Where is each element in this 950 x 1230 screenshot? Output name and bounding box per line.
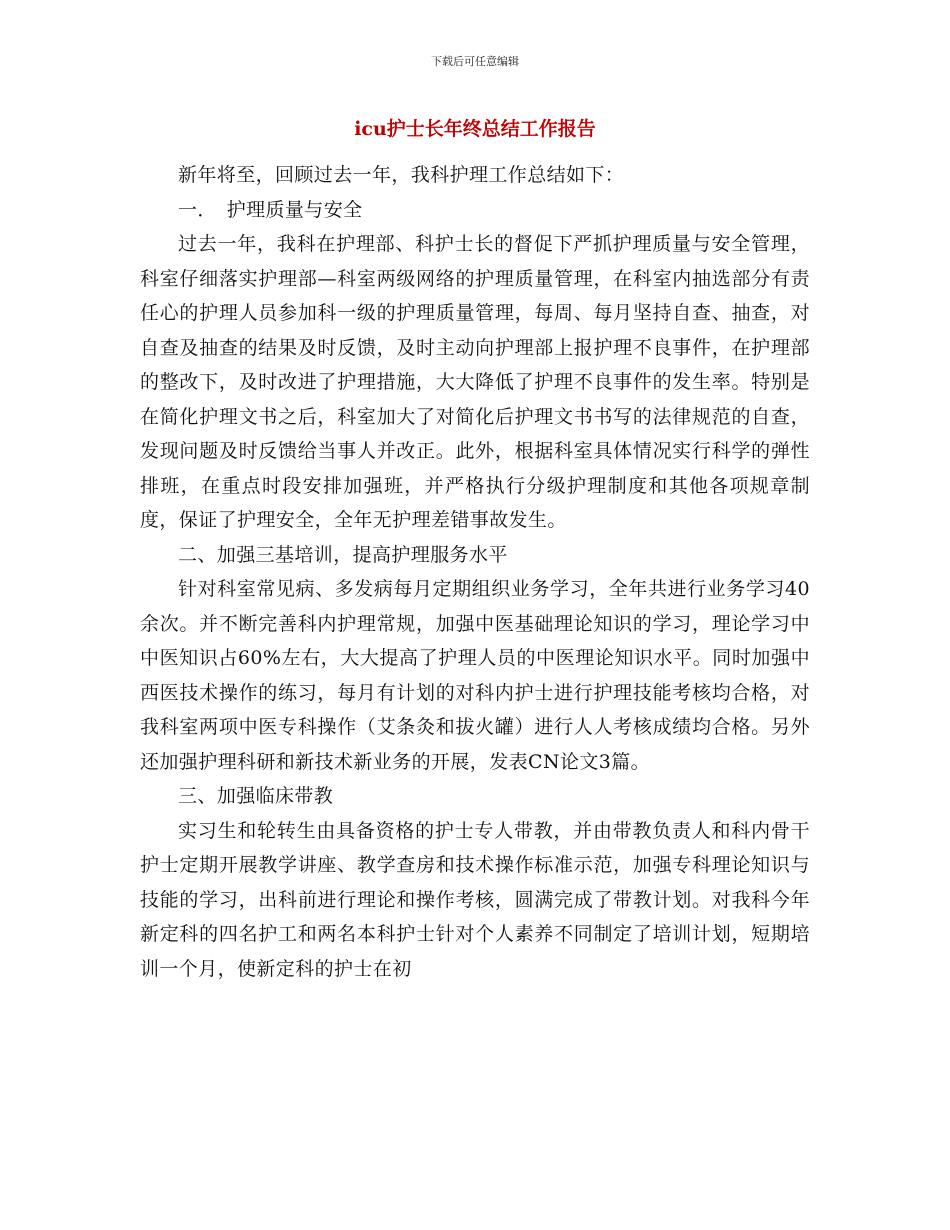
section-heading-2: 二、加强三基培训，提高护理服务水平 — [178, 543, 508, 566]
header-note: 下载后可任意编辑 — [431, 55, 519, 68]
document-title: icu护士长年终总结工作报告 — [354, 118, 596, 140]
intro-paragraph: 新年将至，回顾过去一年，我科护理工作总结如下： — [178, 164, 625, 186]
section-paragraph-1: 过去一年，我科在护理部、科护士长的督促下严抓护理质量与安全管理，科室仔细落实护理部—科室两级网络的护理质量管理，在科室内抽选部分有责任心的护理人员参加科一级的护理质量管理，每周、每月坚持自查、抽查，对自查及抽查的结果及时反馈，及时主动向护理部上报护理不良事件，在护理部的整改下，及时改进了护理措施，大大降低了护理不良事件的发生率。特别是在简化护理文书之后，科室加大了对简化后护理文书书写的法律规范的自查，发现问题及时反馈给当事人并改正。此外，根据科室具体情况实行科学的弹性排班，在重点时段安排加强班，并严格执行分级护理制度和其他各项规章制度，保证了护理安全，全年无护理差错事故发生。 — [140, 233, 810, 531]
section-heading-3: 三、加强临床带教 — [178, 785, 334, 807]
section-paragraph-2: 针对科室常见病、多发病每月定期组织业务学习，全年共进行业务学习40余次。并不断完善科内护理常规，加强中医基础理论知识的学习，理论学习中中医知识占60%左右，大大提高了护理人员的中医理论知识水平。同时加强中西医技术操作的练习，每月有计划的对科内护士进行护理技能考核均合格，对我科室两项中医专科操作（艾条灸和拔火罐）进行人人考核成绩均合格。另外还加强护理科研和新技术新业务的开展，发表CN论文3篇。 — [140, 578, 810, 773]
section-heading-1: 一． 护理质量与安全 — [178, 198, 363, 221]
document-body — [140, 158, 810, 986]
section-paragraph-3: 实习生和轮转生由具备资格的护士专人带教，并由带教负责人和科内骨干护士定期开展教学讲座、教学查房和技术操作标准示范，加强专科理论知识与技能的学习，出科前进行理论和操作考核，圆满完成了带教计划。对我科今年新定科的四名护工和两名本科护士针对个人素养不同制定了培训计划，短期培训一个月，使新定科的护士在初 — [140, 819, 810, 980]
